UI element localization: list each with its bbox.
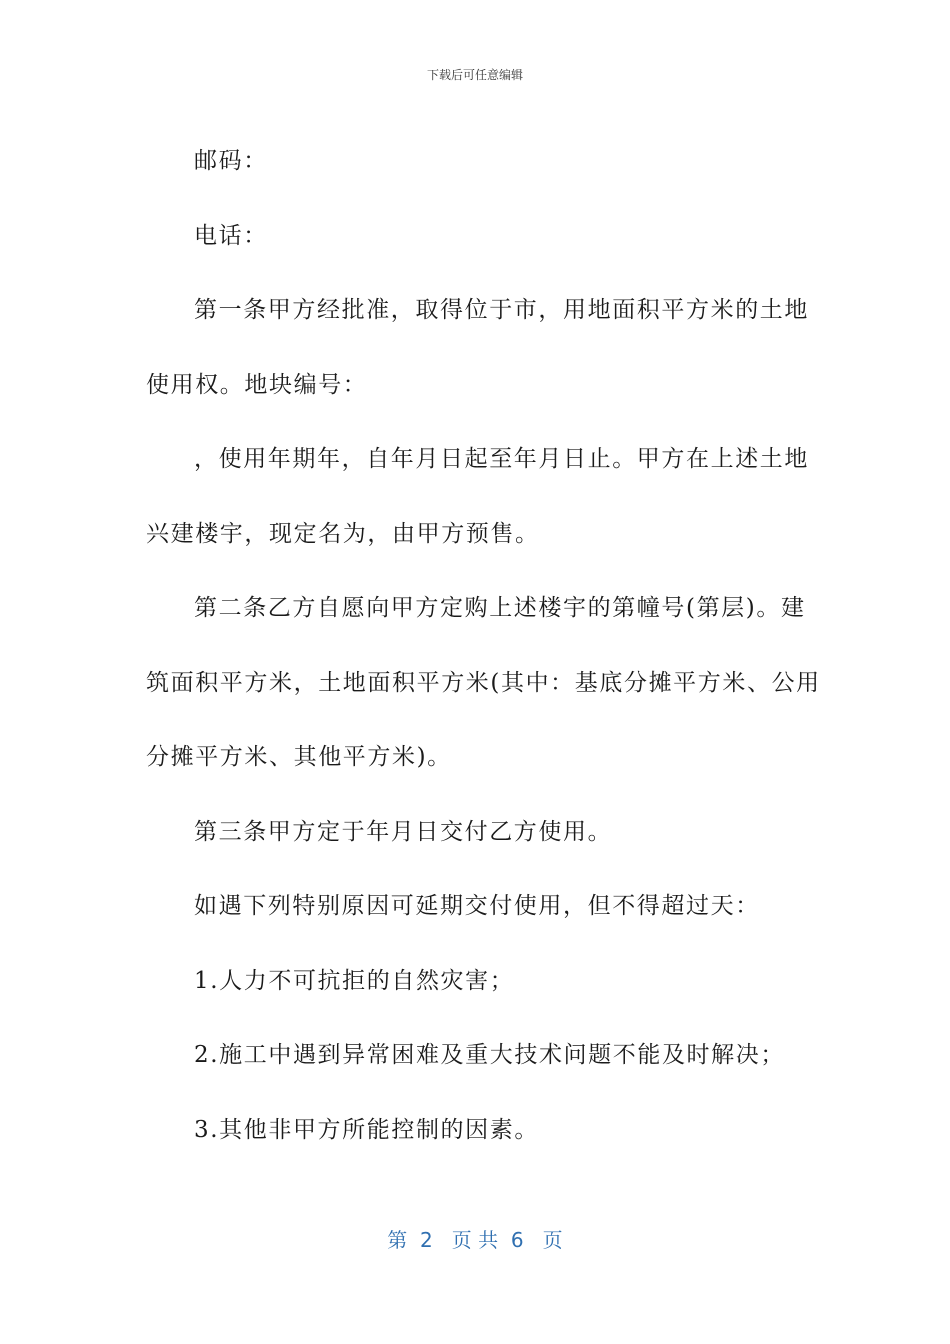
article-2-line-2: 筑面积平方米，土地面积平方米(其中：基底分摊平方米、公用 [146, 669, 821, 696]
article-1-line-2: 使用权。地块编号： [146, 371, 368, 398]
phone-line: 电话： [194, 222, 268, 249]
document-body [146, 124, 821, 1167]
article-1-line-3: ，使用年期年，自年月日起至年月日止。甲方在上述土地 [194, 446, 809, 472]
page-header: 下载后可任意编辑 [426, 68, 523, 82]
article-2-line-3: 分摊平方米、其他平方米)。 [146, 744, 452, 770]
delay-reason-3: 3.其他非甲方所能控制的因素。 [194, 1116, 539, 1143]
postcode-line: 邮码： [194, 148, 268, 174]
article-1-line-1: 第一条甲方经批准，取得位于市，用地面积平方米的土地 [194, 297, 809, 323]
article-3-line-1: 第三条甲方定于年月日交付乙方使用。 [194, 818, 613, 845]
delay-condition-line: 如遇下列特别原因可延期交付使用，但不得超过天： [194, 893, 760, 919]
article-2-line-1: 第二条乙方自愿向甲方定购上述楼宇的第幢号(第层)。建 [194, 595, 806, 621]
delay-reason-2: 2.施工中遇到异常困难及重大技术问题不能及时解决； [194, 1042, 785, 1068]
article-1-line-4: 兴建楼宇，现定名为，由甲方预售。 [146, 520, 540, 547]
page-number: 第 2 页 共 6 页 [387, 1228, 563, 1252]
delay-reason-1: 1.人力不可抗拒的自然灾害； [194, 967, 515, 994]
